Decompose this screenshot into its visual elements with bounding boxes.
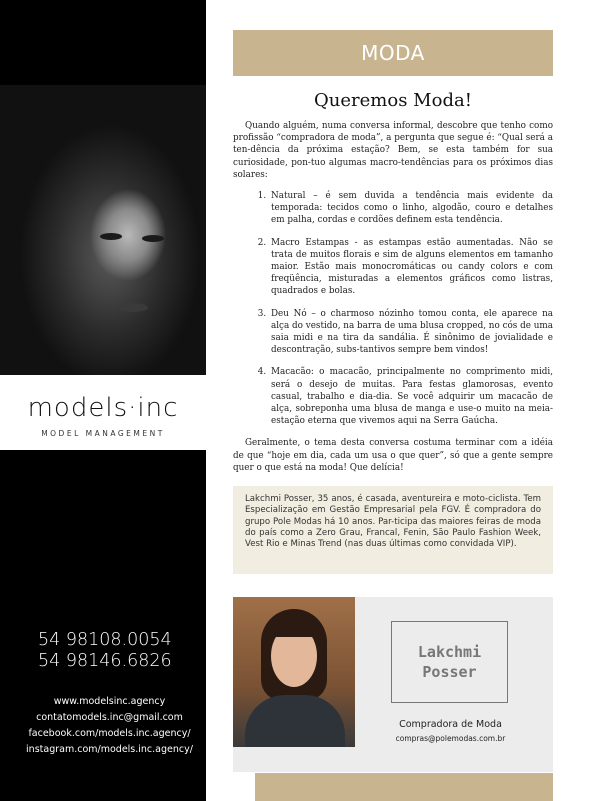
instagram-link[interactable]: instagram.com/models.inc.agency/ [26, 744, 193, 755]
footer-bar [255, 773, 553, 801]
phone-number: 54 98108.0054 [38, 630, 172, 650]
article-intro: Quando alguém, numa conversa informal, descobre que tenho como profissão “compradora de moda”, a pergunta que segue é: “Qual será a ten-dência da próxima estação? Bem, se esta também for sua curiosidade, pon-tuo algumas macro-tendências para os próximos dias solares: [233, 121, 553, 180]
profile-fringe [267, 615, 321, 637]
profile-photo [233, 597, 355, 747]
facebook-link[interactable]: facebook.com/models.inc.agency/ [28, 728, 191, 739]
model-eye-left [100, 233, 122, 240]
trend-item: 3. Deu Nó – o charmoso nózinho tomou conta, ele aparece na alça do vestido, na barra de uma blusa cropped, no cós de uma saia midi e na tira da sandália. É sinônimo de jovialidade e descontração, subs-tantivos sempre bem vindos! [269, 308, 553, 357]
article-body [233, 120, 553, 474]
author-last-name: Posser [422, 663, 477, 681]
model-photo [0, 85, 206, 375]
author-email[interactable]: compras@polemodas.com.br [395, 734, 506, 743]
author-first-name: Lakchmi [417, 643, 482, 661]
article-title: Queremos Moda! [314, 90, 472, 111]
trend-list [233, 190, 553, 427]
article-outro: Geralmente, o tema desta conversa costuma terminar com a idéia de que “hoje em dia, cada um usa o que quer”, só que a gente sempre quer o que está na moda! Que delícia! [233, 438, 553, 473]
email-link[interactable]: contatomodels.inc@gmail.com [36, 712, 183, 723]
profile-body [245, 695, 345, 747]
phone-list [38, 630, 172, 672]
model-lips [118, 303, 148, 312]
bio-text: Lakchmi Posser, 35 anos, é casada, aventureira e moto-ciclista. Tem Especialização em Gestão Empresarial pela FGV. É compradora do grupo Pole Modas há 10 anos. Par-ticipa das maiores feiras de moda do país como a Zero Grau, Francal, Fenin, São Paulo Fashion Week, Vest Rio e Minas Trend (nas duas últimas como convidada VIP). [245, 494, 541, 550]
author-role: Compradora de Moda [399, 719, 502, 730]
trend-item: 4. Macacão: o macacão, principalmente no comprimento midi, será o desejo de muitas. Para festas glamorosas, evento casual, trabalho e dia-dia. Se você adquirir um macacão de alça, sobreponha uma blusa de manga e use-o muito na meia-estação eterna que vivemos aqui na Serra Gaúcha. [269, 366, 553, 427]
trend-item: 2. Macro Estampas - as estampas estão aumentadas. Não se trata de muitos florais e sim de alguns elementos em tamanho maior. Estão mais monocromáticas ou candy colors e com freqüência, misturadas a elementos gráficos como listras, quadrados e bolas. [269, 237, 553, 298]
profile-card [233, 597, 553, 772]
phone-number: 54 98146.6826 [38, 651, 172, 671]
section-header [233, 30, 553, 76]
agency-logo [0, 375, 206, 450]
contact-links [22, 694, 197, 758]
logo-subtitle: MODEL MANAGEMENT [41, 429, 165, 438]
sidebar [0, 0, 206, 801]
website-link[interactable]: www.modelsinc.agency [53, 696, 166, 707]
trend-item: 1. Natural – é sem duvida a tendência mais evidente da temporada: tecidos como o linho, algodão, couro e detalhes em palha, cordas e cordões definem esta tendência. [269, 190, 553, 227]
model-eye-right [142, 235, 164, 242]
bio-box [233, 486, 553, 574]
author-name-box [391, 621, 508, 703]
section-label: MODA [361, 41, 425, 65]
logo-text: models·inc [27, 393, 179, 423]
